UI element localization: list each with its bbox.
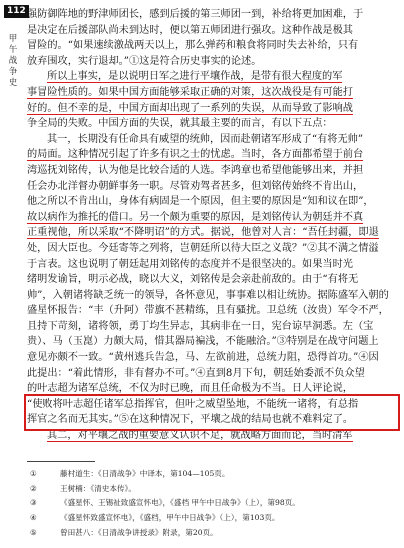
- text-line: 绪明发谕旨，明示必战，晓以大义，刘铭传是会亲赴前敌的。由于“有将无: [27, 274, 359, 286]
- text-line: [27, 428, 397, 444]
- highlighted-text: 所以上事实，是以说明日军之进行平壤作战，是带有很大程度的军: [47, 71, 343, 83]
- footnote-text: 《盛星怀、王锡祉致盛宣怀电》，《盛档 甲午中日战争》（上），第98页。: [60, 498, 300, 508]
- text-line: 挥官之名而无其实。”⑤在这种情况下，平壤之战的结局也就不难料定了。: [27, 414, 354, 426]
- text-line: “使败将叶志超任诸军总指挥官，但叶之威望坠地，不能统一诸将，有总指: [27, 398, 359, 410]
- text-line: 放弃围攻，实行退却。”①这是符合历史事实的论述。: [27, 55, 262, 67]
- highlighted-text: 其二，对平壤之战的重要意义认识不足，就战略方面而论，当时清军: [47, 430, 353, 442]
- text-line: 强防御阵地的野津师团长，感到后援的第三师团一到，补给将更加困难，于: [27, 9, 364, 20]
- text-line: 此提出：“着此情形，非有督办不可。”④直到8月下旬，朝廷始委派不负众望: [27, 367, 365, 379]
- text-line: 他之所以不肯出山，身体有病固是一个原因，但主要的原因是“知和议在即”，: [27, 196, 374, 208]
- highlighted-text: 正重视他，所以采取“不降明诏”的方式。据说，他曾对人言：“吾任封疆，即退: [27, 227, 379, 239]
- body-text: [27, 7, 397, 444]
- text-line: 处，因大臣也。今廷寄等之列将，岂朝廷所以待大臣之义哉？”②其不满之情溢: [27, 242, 379, 254]
- text-line: [27, 101, 397, 117]
- footnote: [30, 496, 390, 511]
- text-line: 是决定在后援部队尚未到达时，便以第五师团进行强攻。这种作战是极其: [27, 24, 353, 36]
- footnote-text: 藤村道生：《日清战争》中译本，第104—105页。: [60, 469, 230, 478]
- footnote: [30, 482, 390, 497]
- text-line: 的叶志超为诸军总统，不仅为时已晚，而且任命极为不当。日人评论说，: [27, 383, 353, 395]
- text-line: 于言表。这也说明了朝廷起用刘铭传的态度并不是很坚决的。如果当时光: [27, 258, 353, 270]
- footnote: [30, 526, 390, 541]
- running-title: 甲午战争史: [8, 34, 18, 88]
- footnote-divider: [27, 461, 95, 462]
- text-line: 帅”，入朝诸将缺乏统一的领导，各怀意见，事事难以相让统协。据陈盛军入朝的: [27, 289, 389, 301]
- footnote-mark: ①: [30, 469, 37, 478]
- text-line: 贵）、马（玉崑）力颇大局，惜其器局褊浅，不能融洽。”③特别是在战守问题上: [27, 336, 379, 348]
- footnote-text: 《盛星怀致盛宣怀电》，《盛档，甲午中日战争》（上），第103页。: [60, 513, 280, 523]
- text-line: [27, 69, 397, 85]
- text-line: [27, 85, 397, 101]
- highlighted-text: 好的。但不幸的是，中国方面却出现了一系列的失误，从而导致了影响战: [27, 102, 353, 114]
- text-line: 任会办北洋督办朝鲜事务一职。尽管劝驾者甚多，但刘铭传始终不肯出山，: [27, 180, 364, 192]
- highlighted-text: 事冒险性质的。如果中国方面能够采取正确的对策，这次战役是有可能打: [27, 86, 353, 98]
- footnote-text: 曾田甚八：《日清战争讲授录》附录，第20页。: [60, 527, 218, 537]
- text-line: 其一，长期没有任命具有威望的统帅，因而赴朝诸军形成了“有将无帅”: [47, 133, 364, 145]
- text-line: 湾巡抚刘铭传，认为他是比较合适的人选。李鸿章也希望他能够出来，并担: [27, 164, 364, 176]
- text-line: [27, 225, 397, 241]
- footnote: [30, 467, 390, 482]
- text-line: 且持下苛刻，诸将领，勇丁均生异志，其病非在一日，宪台谅早洞悉。左（宝: [27, 320, 374, 332]
- footnote-mark: ④: [30, 513, 37, 523]
- text-line: 盛星怀报告：“丰（升阿）带旗不甚精练，且有骚扰。卫总统（汝贵）军令不严，: [27, 305, 389, 317]
- highlighted-quote-box: [27, 397, 397, 428]
- page-number: 112: [4, 5, 29, 18]
- text-line: [27, 147, 397, 163]
- footnotes: [30, 467, 390, 541]
- text-line: 意见亦颇不一致。“黄州逃兵告急，马、左欲前进，总统力阻，恐得首功。”④因: [27, 352, 379, 364]
- footnote: [30, 511, 390, 526]
- footnote-text: 王树楠：《清史本传》。: [60, 483, 136, 493]
- text-line: [27, 210, 397, 226]
- footnote-mark: ②: [30, 483, 37, 493]
- footnote-mark: ③: [30, 498, 37, 508]
- text-line: 争全局的失败。中国方面的失误，就其最主要的而言，有以下五点：: [27, 118, 333, 130]
- footnote-mark: ⑤: [30, 527, 37, 537]
- text-line: 冒险的。“如果速续激战两天以上，那么弹药和粮食将同时失去补给，只有: [27, 40, 359, 52]
- highlighted-text: 的局面。这种情况引起了许多有识之士的忧虑。当时，各方面都希望于前台: [27, 149, 364, 161]
- highlighted-text: 故以病作为推托的借口。另一个颇为重要的原因，是刘铭传认为朝廷并不真: [27, 211, 364, 223]
